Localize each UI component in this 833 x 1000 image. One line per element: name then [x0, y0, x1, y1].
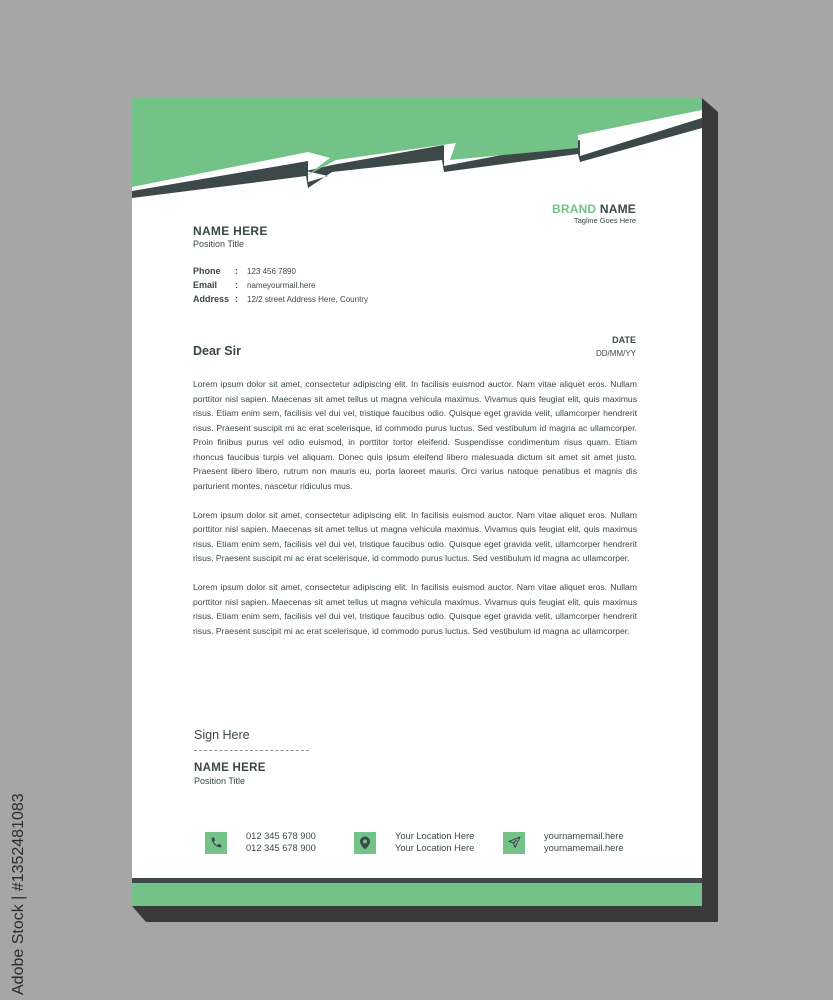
salutation: Dear Sir: [193, 344, 241, 358]
footer-location: [354, 831, 474, 854]
contact-row-email: [193, 278, 368, 292]
contact-label: Email: [193, 280, 218, 290]
footer-location-line: Your Location Here: [395, 842, 475, 853]
brand-accent-word: BRAND: [551, 202, 597, 216]
footer-email-text: [544, 831, 624, 854]
contact-value: 123 456 7890: [247, 266, 296, 276]
signature-line: [194, 750, 309, 751]
body-paragraph: Lorem ipsum dolor sit amet, consectetur adipiscing elit. In facilisis euismod auctor. Nam vitae aliquet eros. Nullam porttitor nisl sapien. Maecenas sit amet tellus ut magna vehicula maximus. Vivamus quis feugiat elit, quis maximus risus. Etiam enim sem, facilisis vel dui vel, tristique faucibus odio. Quisque eget gravida velit, ullamcorper hendrerit risus. Praesent suscipit mi ac erat scelerisque, id commodo purus luctus. Sed vestibulum id magna ac ullamcorper.: [193, 509, 637, 563]
brand-tagline: Tagline Goes Here: [573, 216, 636, 225]
contact-value: 12/2 street Address Here, Country: [247, 294, 368, 304]
footer-location-line: Your Location Here: [395, 831, 475, 841]
date-value: DD/MM/YY: [596, 349, 636, 358]
header-banner: [132, 98, 702, 198]
contact-row-phone: [193, 264, 368, 278]
footer-phone-text: [246, 831, 316, 854]
footer-email-line: yournamemail.here: [544, 831, 624, 841]
contact-value: nameyourmail.here: [247, 280, 316, 290]
contact-colon: :: [235, 294, 238, 304]
footer-email: [503, 831, 624, 854]
body-paragraph: Lorem ipsum dolor sit amet, consectetur adipiscing elit. In facilisis euismod auctor. Nam vitae aliquet eros. Nullam porttitor nisl sapien. Maecenas sit amet tellus ut magna vehicula maximus. Vivamus quis feugiat elit, quis maximus risus. Etiam enim sem, facilisis vel dui vel, tristique faucibus odio. Quisque eget gravida velit, ullamcorper hendrerit risus. Praesent suscipit mi ac erat scelerisque, id commodo purus luctus. Sed vestibulum id magna ac ullamcorper.: [193, 582, 637, 636]
footer-green-stripe: [132, 883, 702, 906]
contact-label: Address: [193, 294, 230, 304]
phone-icon: [205, 832, 227, 854]
footer-phone-line: 012 345 678 900: [246, 842, 316, 853]
footer-phone-line: 012 345 678 900: [246, 831, 316, 841]
brand-name: [552, 202, 636, 216]
send-icon: [503, 832, 525, 854]
sender-position: Position Title: [193, 239, 245, 249]
sign-here-prompt: Sign Here: [194, 728, 250, 742]
footer-email-line: yournamemail.here: [544, 842, 624, 853]
sender-contact-block: [193, 264, 368, 306]
letterhead-page: [132, 98, 702, 906]
contact-label: Phone: [193, 266, 221, 276]
footer-phone: [205, 831, 316, 854]
body-paragraph: Lorem ipsum dolor sit amet, consectetur adipiscing elit. In facilisis euismod auctor. Nam vitae aliquet eros. Nullam porttitor nisl sapien. Maecenas sit amet tellus ut magna vehicula maximus. Vivamus quis feugiat elit, quis maximus risus. Etiam enim sem, facilisis vel dui vel, tristique faucibus odio. Quisque eget gravida velit, ullamcorper hendrerit risus. Praesent suscipit mi ac erat scelerisque, id commodo purus luctus. Sed vestibulum id magna ac ullamcorper. Proin finibus purus vel odio euismod, in porttitor tortor eleifend. Suspendisse condimentum risus quam. Etiam rhoncus faucibus turpis vel aliquam. Donec quis ipsum eleifend libero malesuada dictum sit amet sit amet justo. Praesent libero libero, rutrum non mauris eu, porta laoreet mauris. Orci varius natoque penatibus et magnis dis parturient montes, nascetur ridiculus mus.: [193, 379, 637, 491]
contact-row-address: [193, 292, 368, 306]
brand-rest-word: NAME: [599, 202, 636, 216]
contact-colon: :: [235, 280, 238, 290]
footer-location-text: [395, 831, 474, 854]
location-pin-icon: [354, 832, 376, 854]
signer-name: NAME HERE: [194, 762, 266, 774]
signer-position: Position Title: [194, 776, 246, 786]
contact-colon: :: [235, 266, 238, 276]
stock-id-label: Adobe Stock | #1352481083: [10, 793, 27, 995]
sender-name: NAME HERE: [193, 224, 268, 238]
date-label: DATE: [612, 335, 636, 345]
letter-body: [193, 377, 637, 653]
